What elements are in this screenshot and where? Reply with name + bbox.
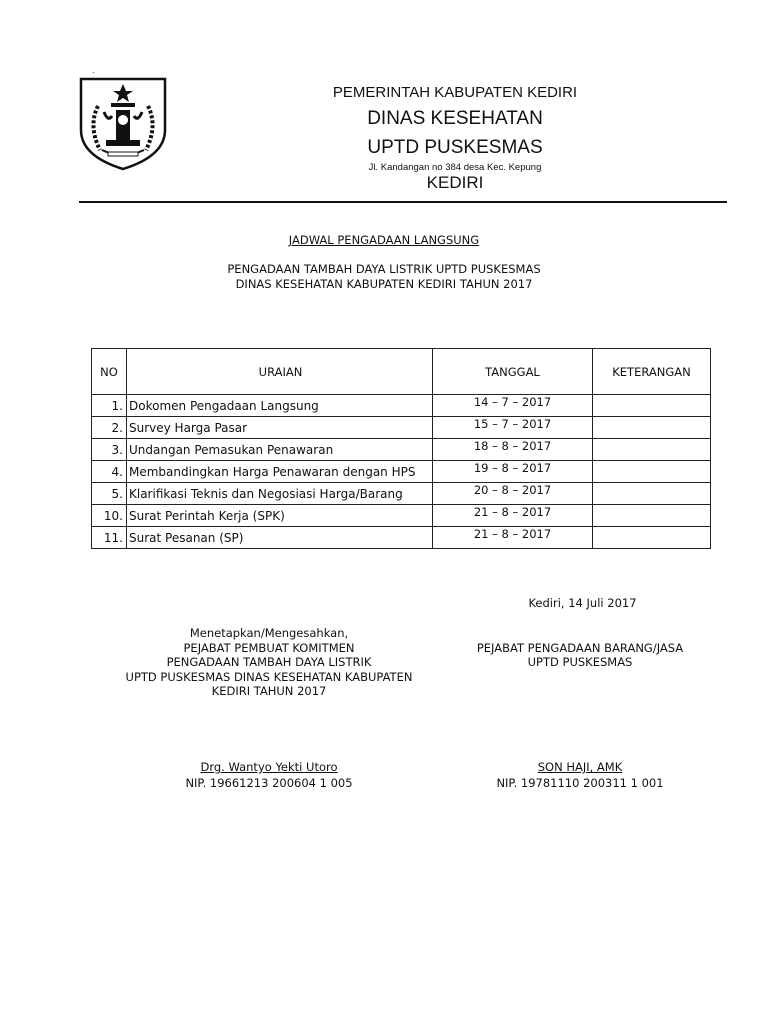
right-signatory-name: SON HAJI, AMK <box>537 760 623 774</box>
cell-tanggal: 21 – 8 – 2017 <box>433 527 593 549</box>
letterhead-address: Jl. Kandangan no 384 desa Kec. Kepung <box>368 162 542 173</box>
header-no: NO <box>92 349 127 395</box>
cell-no: 4. <box>92 461 127 483</box>
schedule-table <box>91 348 711 549</box>
regency-crest-icon <box>78 76 168 172</box>
letterhead-divider <box>79 201 727 203</box>
letterhead-agency: DINAS KESEHATAN <box>367 108 543 129</box>
cell-no: 5. <box>92 483 127 505</box>
table-row <box>92 483 711 505</box>
left-sign-line-2: PEJABAT PEMBUAT KOMITMEN <box>183 641 355 655</box>
table-row <box>92 395 711 417</box>
cell-tanggal: 15 – 7 – 2017 <box>433 417 593 439</box>
cell-keterangan <box>593 527 711 549</box>
document-subtitle-2: DINAS KESEHATAN KABUPATEN KEDIRI TAHUN 2017 <box>235 277 533 291</box>
cell-keterangan <box>593 417 711 439</box>
cell-uraian: Membandingkan Harga Penawaran dengan HPS <box>127 461 433 483</box>
letterhead-unit: UPTD PUSKESMAS <box>367 137 543 158</box>
cell-keterangan <box>593 439 711 461</box>
cell-no: 1. <box>92 395 127 417</box>
cell-tanggal: 14 – 7 – 2017 <box>433 395 593 417</box>
header-tanggal: TANGGAL <box>433 349 593 395</box>
cell-tanggal: 20 – 8 – 2017 <box>433 483 593 505</box>
table-row <box>92 417 711 439</box>
cell-uraian: Surat Perintah Kerja (SPK) <box>127 505 433 527</box>
cell-uraian: Dokomen Pengadaan Langsung <box>127 395 433 417</box>
cell-no: 10. <box>92 505 127 527</box>
cell-keterangan <box>593 483 711 505</box>
cell-keterangan <box>593 461 711 483</box>
right-signatory-nip: NIP. 19781110 200311 1 001 <box>496 776 664 790</box>
table-row <box>92 439 711 461</box>
table-row <box>92 461 711 483</box>
left-signatory-nip: NIP. 19661213 200604 1 005 <box>185 776 353 790</box>
left-sign-line-1: Menetapkan/Mengesahkan, <box>189 626 349 640</box>
cell-no: 11. <box>92 527 127 549</box>
letterhead-city: KEDIRI <box>426 173 484 192</box>
letterhead-government: PEMERINTAH KABUPATEN KEDIRI <box>332 84 578 101</box>
left-signatory-name: Drg. Wantyo Yekti Utoro <box>200 760 338 774</box>
header-keterangan: KETERANGAN <box>593 349 711 395</box>
table-row <box>92 505 711 527</box>
document-heading: JADWAL PENGADAAN LANGSUNG <box>288 233 480 247</box>
cell-uraian: Surat Pesanan (SP) <box>127 527 433 549</box>
right-sign-line-1: PEJABAT PENGADAAN BARANG/JASA <box>476 641 684 655</box>
cell-uraian: Klarifikasi Teknis dan Negosiasi Harga/Barang <box>127 483 433 505</box>
left-sign-line-3: PENGADAAN TAMBAH DAYA LISTRIK <box>166 655 372 669</box>
cell-no: 3. <box>92 439 127 461</box>
cell-tanggal: 19 – 8 – 2017 <box>433 461 593 483</box>
stray-dot: . <box>92 66 95 75</box>
cell-tanggal: 21 – 8 – 2017 <box>433 505 593 527</box>
table-header-row <box>92 349 711 395</box>
cell-keterangan <box>593 395 711 417</box>
place-date: Kediri, 14 Juli 2017 <box>528 596 637 610</box>
cell-tanggal: 18 – 8 – 2017 <box>433 439 593 461</box>
cell-uraian: Survey Harga Pasar <box>127 417 433 439</box>
cell-keterangan <box>593 505 711 527</box>
table-row <box>92 527 711 549</box>
right-sign-line-2: UPTD PUSKESMAS <box>527 655 633 669</box>
cell-uraian: Undangan Pemasukan Penawaran <box>127 439 433 461</box>
document-subtitle-1: PENGADAAN TAMBAH DAYA LISTRIK UPTD PUSKESMAS <box>227 262 541 276</box>
left-sign-line-5: KEDIRI TAHUN 2017 <box>211 684 327 698</box>
left-sign-line-4: UPTD PUSKESMAS DINAS KESEHATAN KABUPATEN <box>125 670 413 684</box>
cell-no: 2. <box>92 417 127 439</box>
header-uraian: URAIAN <box>127 349 433 395</box>
